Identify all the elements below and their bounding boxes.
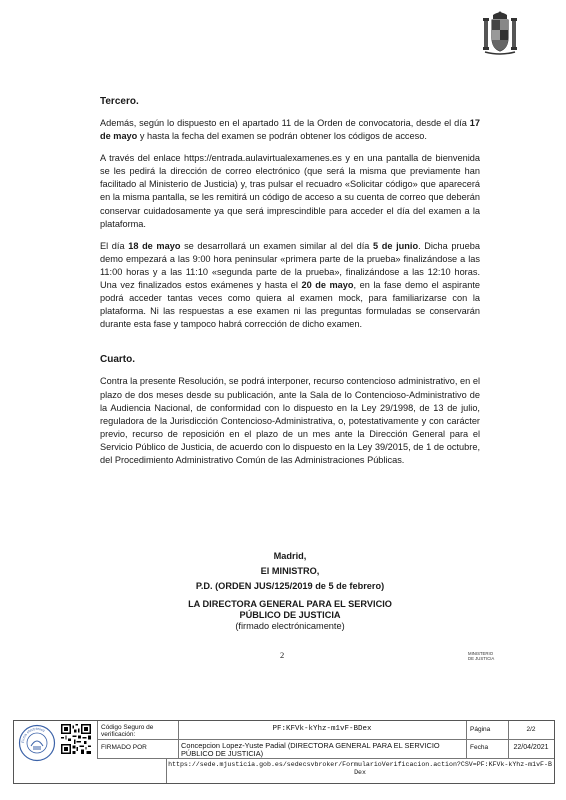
page-number: 2 bbox=[280, 650, 285, 660]
paragraph-cuarto-1: Contra la presente Resolución, se podrá interponer, recurso contencioso administrativo, en el plazo de dos meses desde su publicación, ante la Sala de lo Contencioso-Administrativo de la Audiencia Nacional, de conformidad con lo dispuesto en la Ley 29/1998, de 13 de julio, reguladora de la Jurisdicción Contencioso-Administrativa, o, potestativamente y con carácter previo, recurso de reposición en el plazo de un mes ante la Dirección General para el Servicio Público de Justicia, de acuerdo con lo dispuesto en la Ley 39/2015, de 1 de octubre, del Procedimiento Administrativo Común de las Administraciones Públicas. bbox=[100, 376, 480, 465]
qr-code-icon[interactable] bbox=[61, 724, 91, 754]
seal-text: Firma electrónica bbox=[20, 726, 46, 744]
paragraph-tercero-1: Además, según lo dispuesto en el apartado 11 de la Orden de convocatoria, desde el día 17 de mayo y hasta la fecha del examen se podrán obtener los códigos de acceso. bbox=[100, 118, 480, 142]
ministry-mark-line1: MINISTERIO bbox=[468, 651, 494, 656]
signature-role: El MINISTRO, bbox=[260, 566, 320, 576]
heading-cuarto: Cuarto. bbox=[100, 354, 135, 366]
signature-director-line1: LA DIRECTORA GENERAL PARA EL SERVICIO bbox=[188, 599, 392, 609]
signature-delegation: P.D. (ORDEN JUS/125/2019 de 5 de febrero) bbox=[195, 581, 385, 591]
svg-text:Firma electrónica bbox=[21, 727, 45, 743]
paragraph-tercero-2: A través del enlace https://entrada.aulavirtualexamenes.es y en una pantalla de bienvenida se les pedirá la dirección de correo electrónico (que será la misma que previamente han facilitado al Ministerio de Justicia) y, tras pulsar el recuadro «Solicitar código» que aparecerá en la misma pantalla, se les remitirá un código de acceso a su cuenta de correo que deberán conservar cuidadosamente ya que será imprescindible para acceder el día del examen a la plataforma. bbox=[100, 153, 480, 229]
electronic-signature-seal-icon bbox=[18, 724, 56, 762]
pagina-label: Página bbox=[470, 726, 491, 733]
signature-electronic-note: (firmado electrónicamente) bbox=[235, 621, 345, 631]
signature-block bbox=[120, 549, 460, 632]
signature-place: Madrid, bbox=[273, 551, 307, 561]
signature-director-line2: PÚBLICO DE JUSTICIA bbox=[239, 610, 341, 620]
csv-label: Código Seguro de verificación: bbox=[101, 724, 154, 738]
verification-footer bbox=[13, 720, 555, 784]
verification-url-link[interactable]: https://sede.mjusticia.gob.es/sedecsvbroker/FormularioVerificacion.action?CSV=PF:KFVk-kYhz-m1vF-BDex bbox=[168, 761, 552, 776]
heading-tercero: Tercero. bbox=[100, 96, 139, 107]
paragraph-tercero-3: El día 18 de mayo se desarrollará un examen similar al del día 5 de junio. Dicha prueba demo empezará a las 9:00 hora peninsular «primera parte de la prueba» finalizándose a las 11:00 horas y a las 11:10 «segunda parte de la prueba», finalizándose a las 12:10 horas. Una vez finalizados estos exámenes y hasta el 20 de mayo, en la fase demo el aspirante podrá acceder tantas veces como quiera al examen mock, para familiarizarse con la plataforma. Ni las respuestas a ese examen ni las preguntas formuladas se conservarán durante esta fase y tampoco habrá corrección de dicho examen. bbox=[100, 240, 480, 330]
firmado-label: FIRMADO POR bbox=[101, 744, 147, 751]
firmado-value: Concepcion Lopez-Yuste Padial (DIRECTORA GENERAL PARA EL SERVICIO PÚBLICO DE JUSTICIA) bbox=[181, 741, 440, 758]
fecha-value: 22/04/2021 bbox=[513, 744, 549, 751]
ministry-mark-line2: DE JUSTICIA bbox=[468, 656, 495, 661]
csv-value: PF:KFVk-kYhz-m1vF-BDex bbox=[272, 725, 372, 733]
body-text bbox=[100, 96, 480, 476]
ministry-mark bbox=[468, 651, 494, 661]
coat-of-arms-icon bbox=[482, 10, 518, 56]
fecha-label: Fecha bbox=[470, 744, 489, 751]
pagina-value: 2/2 bbox=[526, 726, 536, 733]
